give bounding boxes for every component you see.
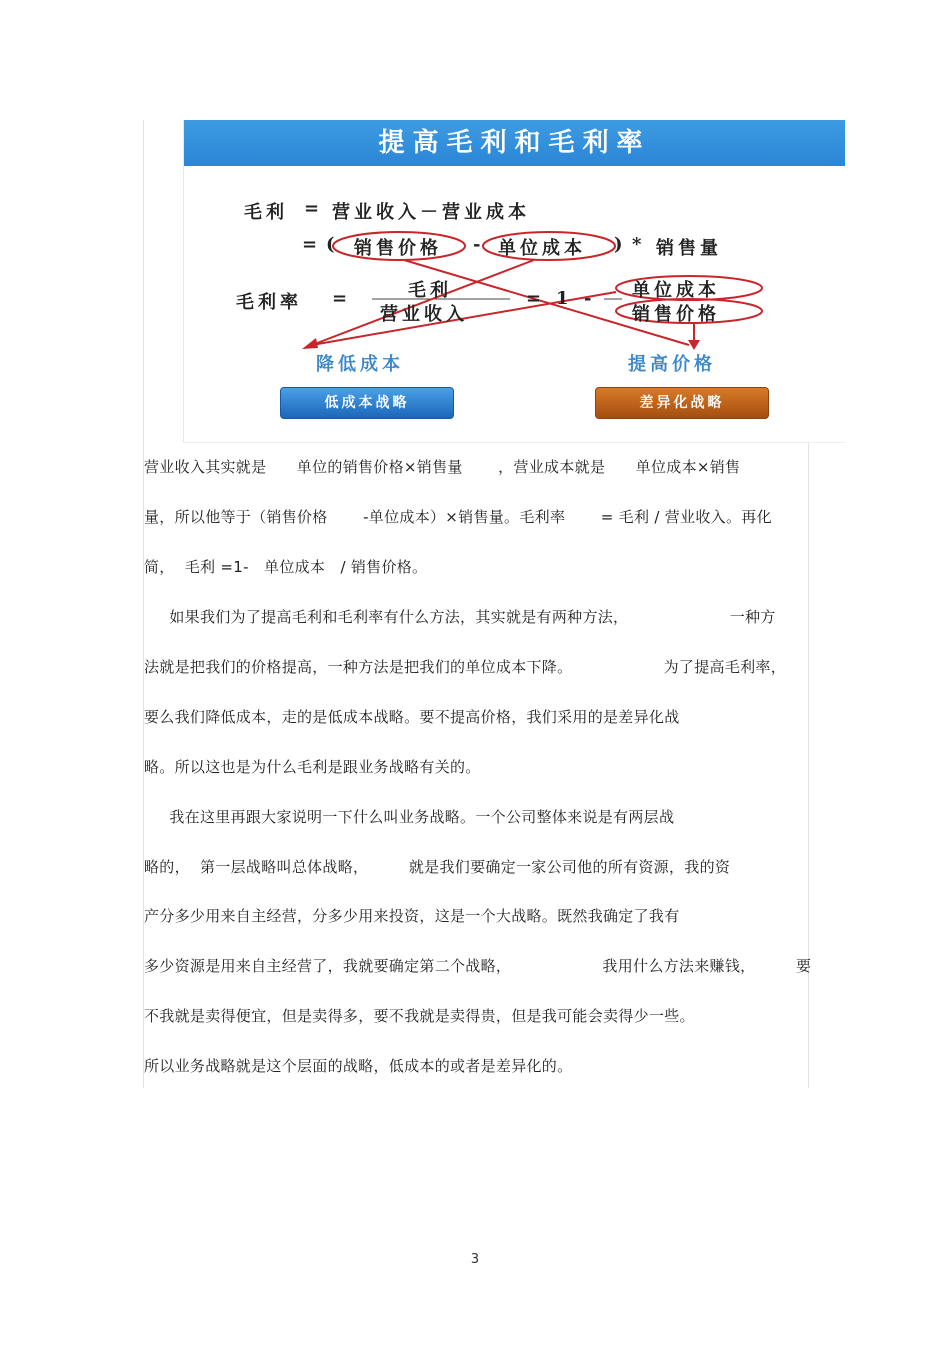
row1-revenue-minus-cost: 营业收入－营业成本 <box>332 202 530 223</box>
paragraph-line-2: 量，所以他等于（销售价格 -单位成本）×销售量。毛利率 = 毛利 / 营业收入。再化 <box>144 508 772 526</box>
paragraph-line-9: 略的， 第一层战略叫总体战略， 就是我们要确定一家公司他的所有资源，我的资 <box>144 858 731 876</box>
paragraph-line-5: 法就是把我们的价格提高，一种方法是把我们的单位成本下降。 为了提高毛利率， <box>144 658 787 676</box>
paragraph-line-8: 我在这里再跟大家说明一下什么叫业务战略。一个公司整体来说是有两层战 <box>144 808 675 826</box>
paragraph-line-13: 所以业务战略就是这个层面的战略，低成本的或者是差异化的。 <box>144 1057 573 1075</box>
paragraph-line-1: 营业收入其实就是 单位的销售价格×销售量 ，营业成本就是 单位成本×销售 <box>144 458 741 476</box>
paragraph-line-10: 产分多少用来自主经营，分多少用来投资，这是一个大战略。既然我确定了我有 <box>144 907 680 925</box>
paragraph-line-11: 多少资源是用来自主经营了，我就要确定第二个战略， 我用什么方法来赚钱， 要 <box>144 957 812 975</box>
gross-margin-figure <box>183 120 845 443</box>
row2-sales-price: 销售价格 <box>354 238 442 259</box>
row3-sales-price: 销售价格 <box>632 304 720 325</box>
row3-equals: = <box>332 288 352 309</box>
paragraph-line-6: 要么我们降低成本，走的是低成本战略。要不提高价格，我们采用的是差异化战 <box>144 708 680 726</box>
row2-minus: - <box>473 234 485 255</box>
label-raise-price: 提高价格 <box>628 354 716 375</box>
row1-equals: = <box>304 198 324 219</box>
paragraph-line-7: 略。所以这也是为什么毛利是跟业务战略有关的。 <box>144 758 481 776</box>
row1-gross-profit: 毛利 <box>244 202 288 223</box>
low-cost-strategy-button: 低成本战略 <box>280 387 454 419</box>
row3-denominator: 营业收入 <box>380 304 468 325</box>
differentiation-strategy-button: 差异化战略 <box>595 387 769 419</box>
row3-gross-margin: 毛利率 <box>236 292 302 313</box>
row2-equals: = <box>302 234 322 255</box>
paragraph-line-4: 如果我们为了提高毛利和毛利率有什么方法，其实就是有两种方法， 一种方 <box>144 608 776 626</box>
figure-title: 提高毛利和毛利率 <box>184 120 845 166</box>
row2-sales-volume: 销售量 <box>656 238 722 259</box>
paragraph-line-3: 简， 毛利 =1- 单位成本 / 销售价格。 <box>144 558 428 576</box>
arrowhead-raise <box>688 340 700 350</box>
row2-multiply: * <box>632 234 646 255</box>
row3-unit-cost: 单位成本 <box>632 280 720 301</box>
row3-numerator: 毛利 <box>408 280 452 301</box>
row2-unit-cost: 单位成本 <box>498 238 586 259</box>
row3-minus: - <box>584 288 596 309</box>
paragraph-line-12: 不我就是卖得便宜，但是卖得多，要不我就是卖得贵，但是我可能会卖得少一些。 <box>144 1007 695 1025</box>
page-number: 3 <box>470 1252 480 1267</box>
row2-paren-close: ) <box>614 234 627 255</box>
row3-one: 1 <box>556 288 573 309</box>
row3-equals-2: = <box>526 288 546 309</box>
row2-paren-open: ( <box>326 234 339 255</box>
label-lower-cost: 降低成本 <box>316 354 404 375</box>
